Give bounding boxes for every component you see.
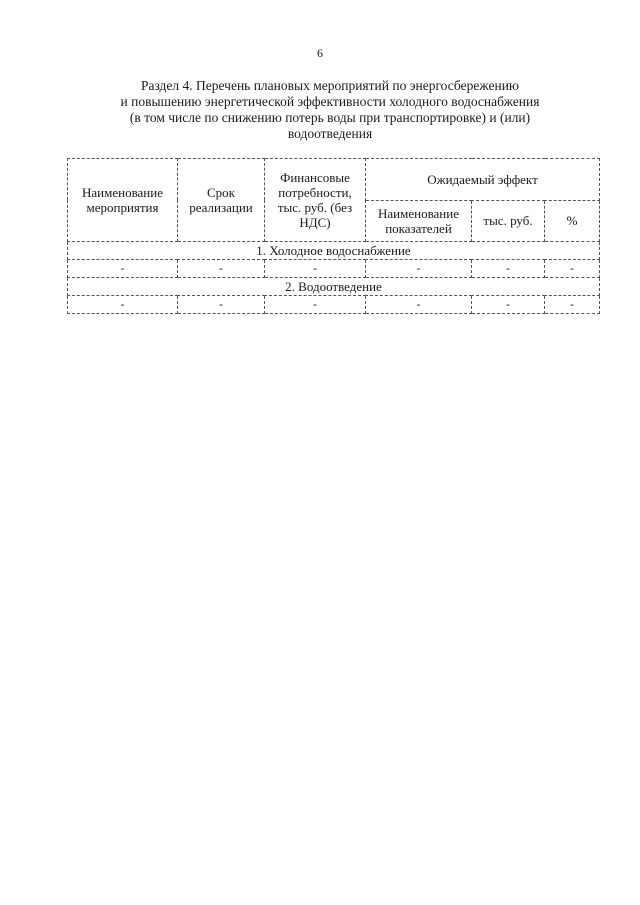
table-row: [68, 296, 600, 314]
table-cell: -: [178, 296, 265, 314]
table-cell: -: [366, 296, 472, 314]
table-cell: -: [265, 296, 366, 314]
table-row: [68, 260, 600, 278]
title-line: (в том числе по снижению потерь воды при транспортировке) и (или): [129, 110, 531, 125]
table-cell: -: [545, 260, 600, 278]
section-heading-wastewater: 2. Водоотведение: [68, 278, 600, 296]
title-line: Раздел 4. Перечень плановых мероприятий по энергосбережению: [140, 78, 520, 93]
header-finance: Финансовые потребности, тыс. руб. (без НДС): [265, 159, 366, 242]
table-cell: -: [68, 260, 178, 278]
header-expected-effect: Ожидаемый эффект: [366, 159, 600, 201]
header-thousand-rub: тыс. руб.: [472, 200, 545, 242]
table-cell: -: [472, 296, 545, 314]
table-cell: -: [68, 296, 178, 314]
table-cell: -: [545, 296, 600, 314]
header-term: Срок реализации: [178, 159, 265, 242]
header-indicators: Наименование показателей: [366, 200, 472, 242]
table-cell: -: [366, 260, 472, 278]
table-cell: -: [178, 260, 265, 278]
page-number: 6: [317, 46, 323, 60]
section-heading-cold-water: 1. Холодное водоснабжение: [68, 242, 600, 260]
table-cell: -: [472, 260, 545, 278]
measures-table: [67, 158, 600, 314]
title-line: водоотведения: [287, 126, 373, 141]
title-line: и повышению энергетической эффективности холодного водоснабжения: [120, 94, 540, 109]
header-measure-name: Наименование мероприятия: [68, 159, 178, 242]
header-percent: %: [545, 200, 600, 242]
table-cell: -: [265, 260, 366, 278]
section-title: [60, 78, 600, 142]
